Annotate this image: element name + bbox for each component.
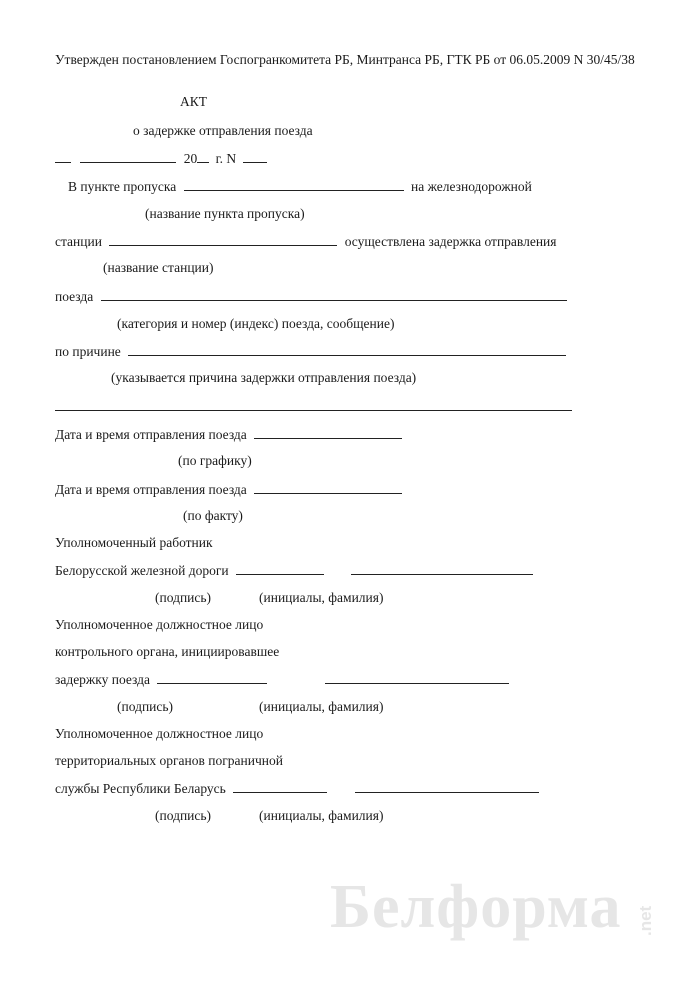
control-official-line2: контрольного органа, инициировавшее	[55, 644, 280, 659]
railway-worker-label: Белорусской железной дороги	[55, 563, 229, 578]
border-official-line3	[55, 780, 539, 797]
station-caption: (название станции)	[103, 260, 214, 275]
point-caption: (название пункта пропуска)	[145, 206, 305, 221]
departure-schedule-blank[interactable]	[254, 426, 402, 439]
railway-worker-sign-caption: (подпись)	[155, 590, 212, 605]
border-official-sign-caption: (подпись)	[155, 808, 212, 823]
number-blank[interactable]	[243, 150, 267, 163]
departure-actual-caption: (по факту)	[183, 508, 243, 523]
railway-worker-signature-blank[interactable]	[236, 562, 324, 575]
station-blank[interactable]	[109, 233, 337, 246]
railway-worker-line1: Уполномоченный работник	[55, 535, 213, 550]
point-line	[68, 178, 532, 195]
railway-worker-line2	[55, 562, 533, 579]
departure-schedule-caption: (по графику)	[178, 453, 252, 468]
year-prefix: 20	[183, 151, 198, 166]
reason-line	[55, 343, 566, 360]
station-prefix: станции	[55, 234, 102, 249]
day-blank[interactable]	[55, 150, 71, 163]
control-official-line3	[55, 671, 509, 688]
control-official-signature-blank[interactable]	[157, 671, 267, 684]
train-prefix: поезда	[55, 289, 94, 304]
point-blank[interactable]	[184, 178, 404, 191]
train-line	[55, 288, 567, 305]
border-official-name-caption: (инициалы, фамилия)	[259, 808, 384, 823]
control-official-name-blank[interactable]	[325, 671, 509, 684]
station-line	[55, 233, 557, 250]
departure-schedule-line	[55, 426, 402, 443]
control-official-line1: Уполномоченное должностное лицо	[55, 617, 264, 632]
control-official-name-caption: (инициалы, фамилия)	[259, 699, 384, 714]
year-blank[interactable]	[197, 150, 209, 163]
border-official-name-blank[interactable]	[355, 780, 539, 793]
departure-actual-label: Дата и время отправления поезда	[55, 482, 247, 497]
border-official-signature-blank[interactable]	[233, 780, 327, 793]
date-number-line	[55, 150, 267, 167]
railway-worker-name-blank[interactable]	[351, 562, 533, 575]
departure-schedule-label: Дата и время отправления поезда	[55, 427, 247, 442]
reason-extra-line[interactable]	[55, 410, 572, 411]
number-prefix: г. N	[215, 151, 237, 166]
control-official-sign-caption: (подпись)	[117, 699, 174, 714]
railway-worker-name-caption: (инициалы, фамилия)	[259, 590, 384, 605]
reason-caption: (указывается причина задержки отправления поезда)	[111, 370, 417, 385]
document-title: АКТ	[180, 94, 207, 109]
point-suffix: на железнодорожной	[411, 179, 532, 194]
point-prefix: В пункте пропуска	[68, 179, 177, 194]
reason-prefix: по причине	[55, 344, 121, 359]
watermark-logo: Белформа	[330, 873, 622, 941]
watermark-suffix: .net	[636, 905, 655, 936]
station-suffix: осуществлена задержка отправления	[344, 234, 557, 249]
border-official-line1: Уполномоченное должностное лицо	[55, 726, 264, 741]
departure-actual-blank[interactable]	[254, 481, 402, 494]
reason-blank[interactable]	[128, 343, 566, 356]
approval-header: Утвержден постановлением Госпогранкомитета РБ, Минтранса РБ, ГТК РБ от 06.05.2009 N 30/45/38	[55, 52, 635, 67]
border-official-label: службы Республики Беларусь	[55, 781, 226, 796]
border-official-line2: территориальных органов пограничной	[55, 753, 283, 768]
document-subtitle: о задержке отправления поезда	[133, 123, 313, 138]
month-blank[interactable]	[80, 150, 176, 163]
departure-actual-line	[55, 481, 402, 498]
train-caption: (категория и номер (индекс) поезда, сообщение)	[117, 316, 395, 331]
control-official-label: задержку поезда	[55, 672, 151, 687]
train-blank[interactable]	[101, 288, 567, 301]
